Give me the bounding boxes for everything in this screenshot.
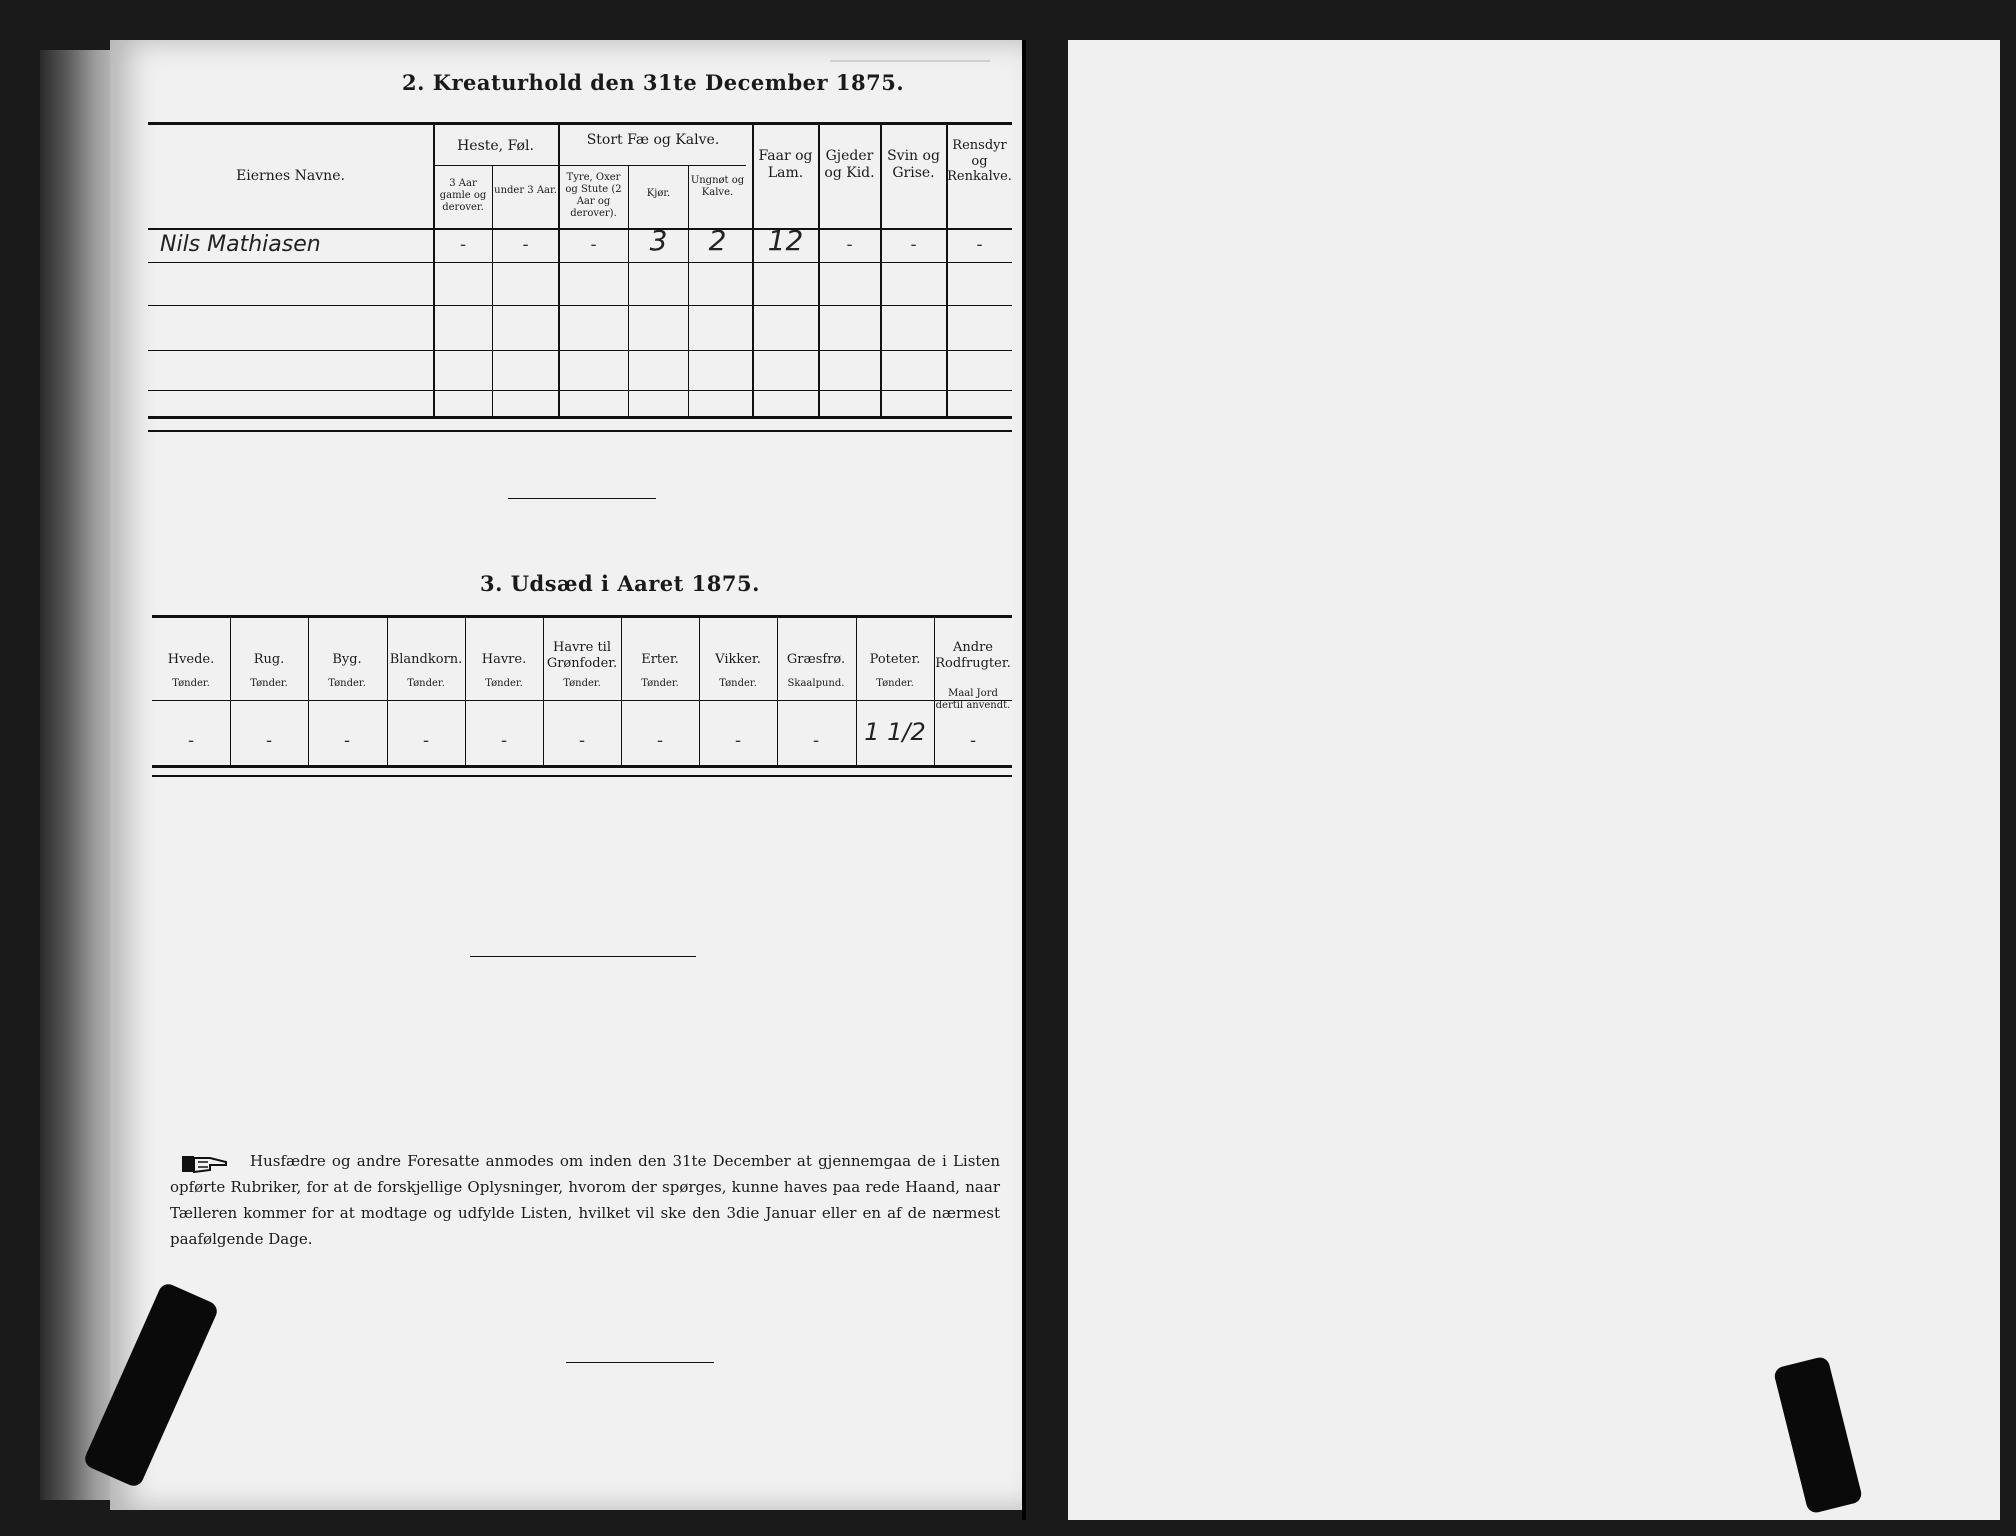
seed-col-name: Havre.: [481, 652, 527, 667]
heste-young-value: -: [522, 234, 529, 255]
tyre-value: -: [590, 234, 597, 255]
faar-value: 12: [767, 224, 804, 257]
seed-value: -: [500, 730, 508, 751]
section-separator: [566, 1362, 714, 1363]
seed-value: -: [656, 730, 664, 751]
seed-value: -: [969, 730, 977, 751]
seed-col-unit: Tønder.: [172, 678, 210, 689]
col-divider: [492, 165, 493, 418]
seed-col-name: Havre til Grønfoder.: [546, 640, 618, 671]
heste-young-header: under 3 Aar.: [494, 185, 557, 196]
seed-bottom-rule: [152, 765, 1012, 768]
table-bottom-rule: [148, 416, 1012, 419]
storfe-group-header: Stort Fæ og Kalve.: [586, 132, 720, 148]
seed-col-unit: Tønder.: [328, 678, 366, 689]
heste-old-value: -: [459, 234, 467, 255]
seed-col-unit: Tønder.: [641, 678, 679, 689]
header-bottom-rule: [148, 228, 1012, 230]
seed-col-unit: Tønder.: [719, 678, 757, 689]
col-divider: [688, 165, 689, 418]
instruction-note: Husfædre og andre Foresatte anmodes om inden den 31te December at gjennemgaa de i Listen opførte Rubriker, for at de forskjellige Oplysninger, hvorom der spørges, kunne haves paa rede Haand, naar Tælleren kommer for at modtage og udfylde Listen, hvilket vil ske den 3die Januar eller en af de nærmest paafølgende Dage.: [170, 1152, 1000, 1248]
row-rule: [148, 305, 1012, 306]
kjer-value: 3: [649, 224, 668, 257]
seed-value: -: [812, 730, 820, 751]
seed-col-name: Byg.: [332, 652, 362, 667]
ungnot-value: 2: [708, 224, 727, 257]
page-gutter: [1022, 40, 1026, 1520]
subheader-rule: [433, 165, 746, 166]
seed-col-unit: Tønder.: [407, 678, 445, 689]
row-rule: [148, 390, 1012, 391]
storfe-ungnot-header: Ungnøt og Kalve.: [690, 175, 745, 198]
section-separator: [470, 956, 696, 957]
seed-col-name: Rug.: [253, 652, 285, 667]
seed-header-rule: [152, 700, 1012, 701]
rensdyr-header: Rensdyr og Renkalve.: [947, 138, 1012, 185]
gjeder-value: -: [846, 234, 853, 255]
seed-col-name: Poteter.: [869, 652, 921, 667]
owner-col-header: Eiernes Navne.: [236, 168, 345, 184]
seed-title: 3. Udsæd i Aaret 1875.: [480, 571, 760, 596]
seed-value: -: [187, 730, 195, 751]
heste-group-header: Heste, Føl.: [457, 138, 534, 154]
seed-col-name: Hvede.: [167, 652, 215, 667]
svin-value: -: [910, 234, 917, 255]
col-divider: [433, 122, 435, 418]
heste-old-header: 3 Aar gamle og derover.: [439, 178, 487, 213]
seed-col-name: Blandkorn.: [389, 652, 463, 667]
seed-top-rule: [152, 615, 1012, 618]
seed-value: 1 1/2: [864, 718, 926, 746]
seed-col-unit: Skaalpund.: [787, 678, 845, 689]
seed-col-unit: Tønder.: [876, 678, 914, 689]
col-divider: [558, 122, 560, 418]
bleed-through: [830, 60, 990, 62]
owner-name: Nils Mathiasen: [160, 232, 321, 257]
seed-value: -: [265, 730, 273, 751]
seed-col-name: Erter.: [641, 652, 679, 667]
row-rule: [148, 262, 1012, 263]
seed-value: -: [422, 730, 430, 751]
storfe-tyre-header: Tyre, Oxer og Stute (2 Aar og derover).: [565, 172, 622, 219]
col-divider: [628, 165, 629, 418]
table-top-rule: [148, 122, 1012, 125]
seed-col-unit: Tønder.: [250, 678, 288, 689]
seed-col-name: Vikker.: [715, 652, 761, 667]
svin-header: Svin og Grise.: [887, 148, 940, 181]
seed-col-unit: Maal Jord dertil anvendt.: [935, 688, 1011, 711]
rensdyr-value: -: [976, 234, 983, 255]
right-page-blank: [1068, 40, 2000, 1520]
seed-col-unit: Tønder.: [485, 678, 523, 689]
livestock-title: 2. Kreaturhold den 31te December 1875.: [402, 70, 905, 95]
seed-col-name: Græsfrø.: [786, 652, 846, 667]
seed-col-unit: Tønder.: [563, 678, 601, 689]
seed-double-rule: [152, 775, 1012, 777]
seed-value: -: [343, 730, 351, 751]
faar-header: Faar og Lam.: [758, 148, 813, 181]
table-double-rule: [148, 430, 1012, 432]
row-rule: [148, 350, 1012, 351]
section-separator: [508, 498, 656, 499]
seed-col-name: Andre Rodfrugter.: [935, 640, 1011, 671]
gjeder-header: Gjeder og Kid.: [824, 148, 875, 181]
storfe-kjer-header: Kjør.: [646, 188, 671, 199]
seed-value: -: [578, 730, 586, 751]
seed-value: -: [734, 730, 742, 751]
